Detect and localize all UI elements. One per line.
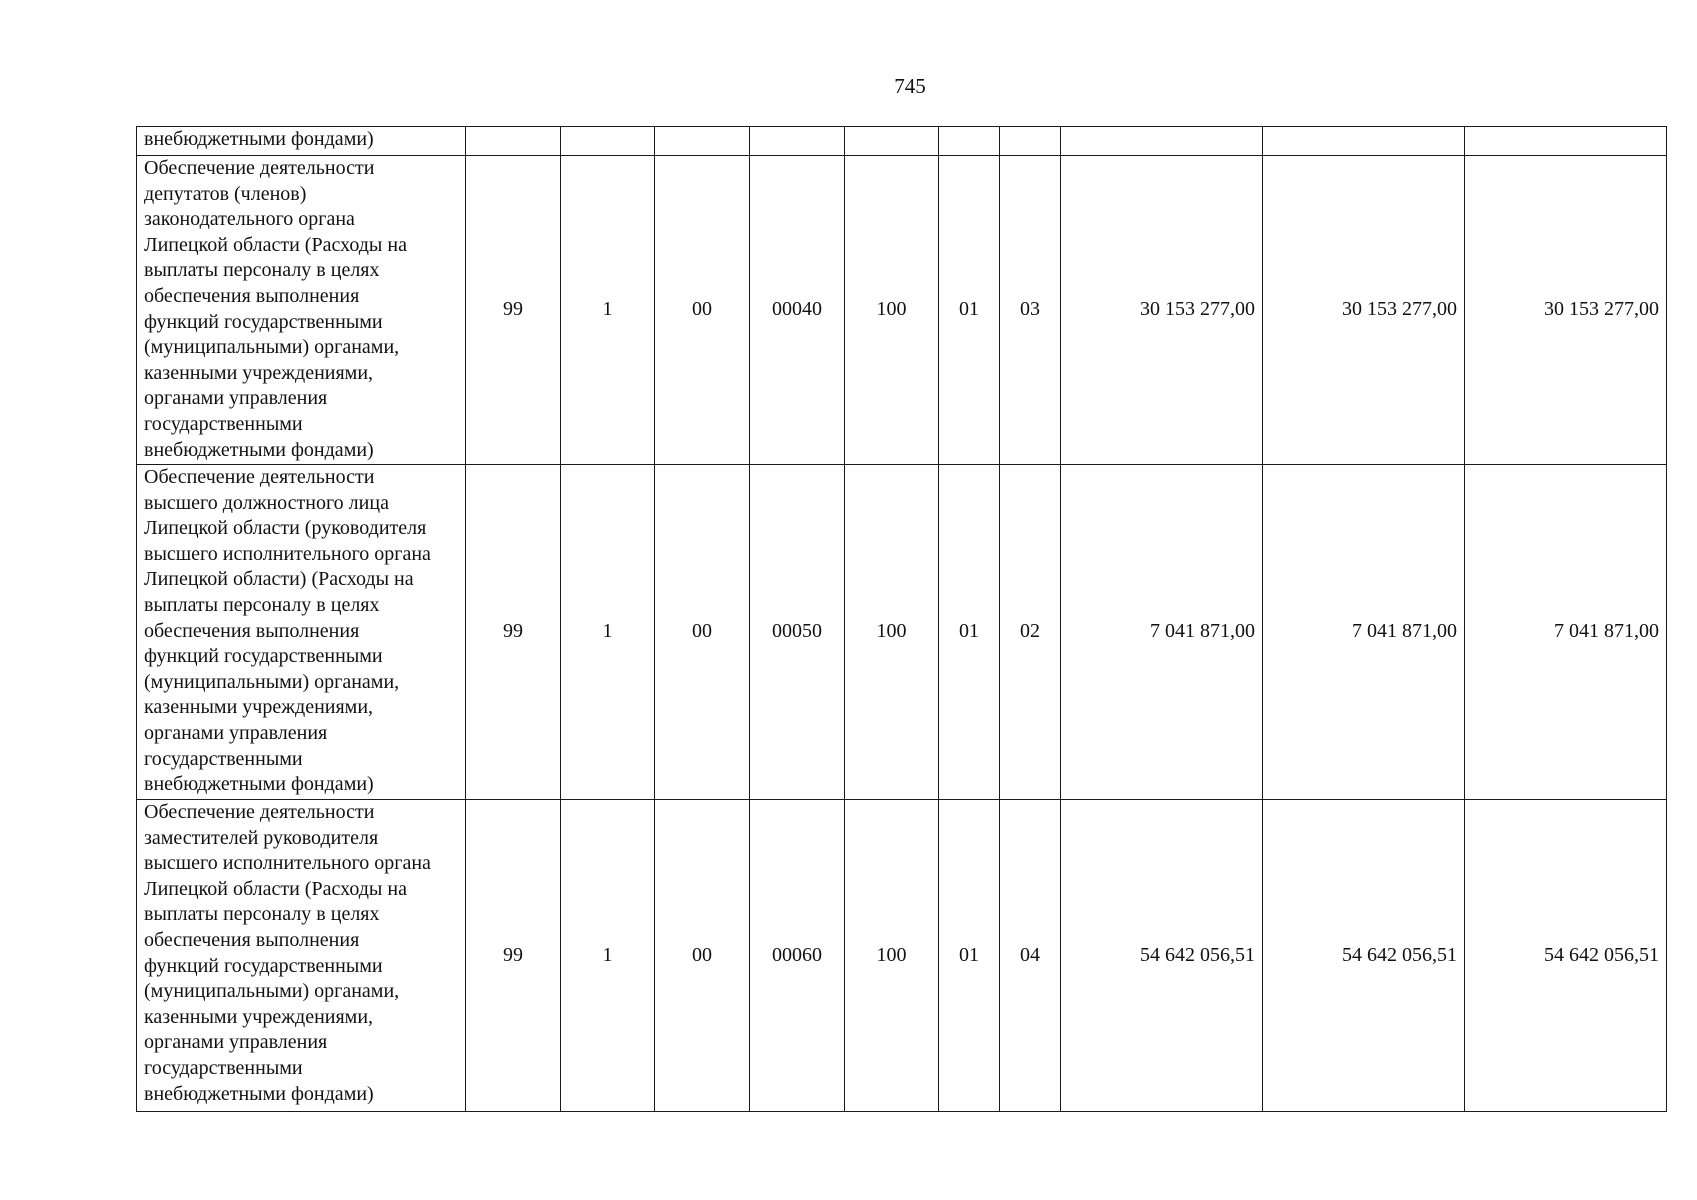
table-row: [137, 800, 1667, 1112]
section-code: 01: [939, 465, 1000, 800]
section-code: 01: [939, 800, 1000, 1112]
direction-code: 00050: [750, 465, 845, 800]
subsection-code: 02: [1000, 465, 1061, 800]
budget-table: [136, 126, 1667, 1112]
expense-type-code: 100: [845, 465, 939, 800]
empty-cell: [561, 127, 655, 156]
empty-cell: [1000, 127, 1061, 156]
table-row: [137, 465, 1667, 800]
empty-cell: [750, 127, 845, 156]
amount-cell: 30 153 277,00: [1061, 156, 1263, 465]
empty-cell: [466, 127, 561, 156]
page-number: 745: [894, 74, 926, 98]
amount-cell: 54 642 056,51: [1263, 800, 1465, 1112]
expense-type-code: 100: [845, 800, 939, 1112]
row-description: внебюджетными фондами): [137, 127, 466, 156]
amount-cell: 7 041 871,00: [1061, 465, 1263, 800]
row-description: Обеспечение деятельности заместителей руководителя высшего исполнительного органа Липецкой области (Расходы на выплаты персоналу в целях обеспечения выполнения функций государственными (муниципальными) органами, казенными учреждениями, органами управления государственными внебюджетными фондами): [137, 800, 466, 1112]
subprogram-code: 1: [561, 800, 655, 1112]
amount-cell: 30 153 277,00: [1263, 156, 1465, 465]
amount-cell: 54 642 056,51: [1465, 800, 1667, 1112]
amount-cell: 30 153 277,00: [1465, 156, 1667, 465]
row-description: Обеспечение деятельности депутатов (членов) законодательного органа Липецкой области (Расходы на выплаты персоналу в целях обеспечения выполнения функций государственными (муниципальными) органами, казенными учреждениями, органами управления государственными внебюджетными фондами): [137, 156, 466, 465]
empty-cell: [845, 127, 939, 156]
subsection-code: 04: [1000, 800, 1061, 1112]
direction-code: 00060: [750, 800, 845, 1112]
program-code: 99: [466, 156, 561, 465]
section-code: 01: [939, 156, 1000, 465]
empty-cell: [1061, 127, 1263, 156]
direction-code: 00040: [750, 156, 845, 465]
amount-cell: 7 041 871,00: [1263, 465, 1465, 800]
empty-cell: [939, 127, 1000, 156]
program-code: 99: [466, 800, 561, 1112]
subprogram-code: 1: [561, 156, 655, 465]
subprogram-code: 1: [561, 465, 655, 800]
row-description: Обеспечение деятельности высшего должностного лица Липецкой области (руководителя высшего исполнительного органа Липецкой области) (Расходы на выплаты персоналу в целях обеспечения выполнения функций государственными (муниципальными) органами, казенными учреждениями, органами управления государственными внебюджетными фондами): [137, 465, 466, 800]
table-row: [137, 156, 1667, 465]
table-row-continuation: [137, 127, 1667, 156]
expense-type-code: 100: [845, 156, 939, 465]
main-event-code: 00: [655, 156, 750, 465]
amount-cell: 7 041 871,00: [1465, 465, 1667, 800]
empty-cell: [655, 127, 750, 156]
main-event-code: 00: [655, 465, 750, 800]
subsection-code: 03: [1000, 156, 1061, 465]
amount-cell: 54 642 056,51: [1061, 800, 1263, 1112]
program-code: 99: [466, 465, 561, 800]
main-event-code: 00: [655, 800, 750, 1112]
empty-cell: [1263, 127, 1465, 156]
empty-cell: [1465, 127, 1667, 156]
